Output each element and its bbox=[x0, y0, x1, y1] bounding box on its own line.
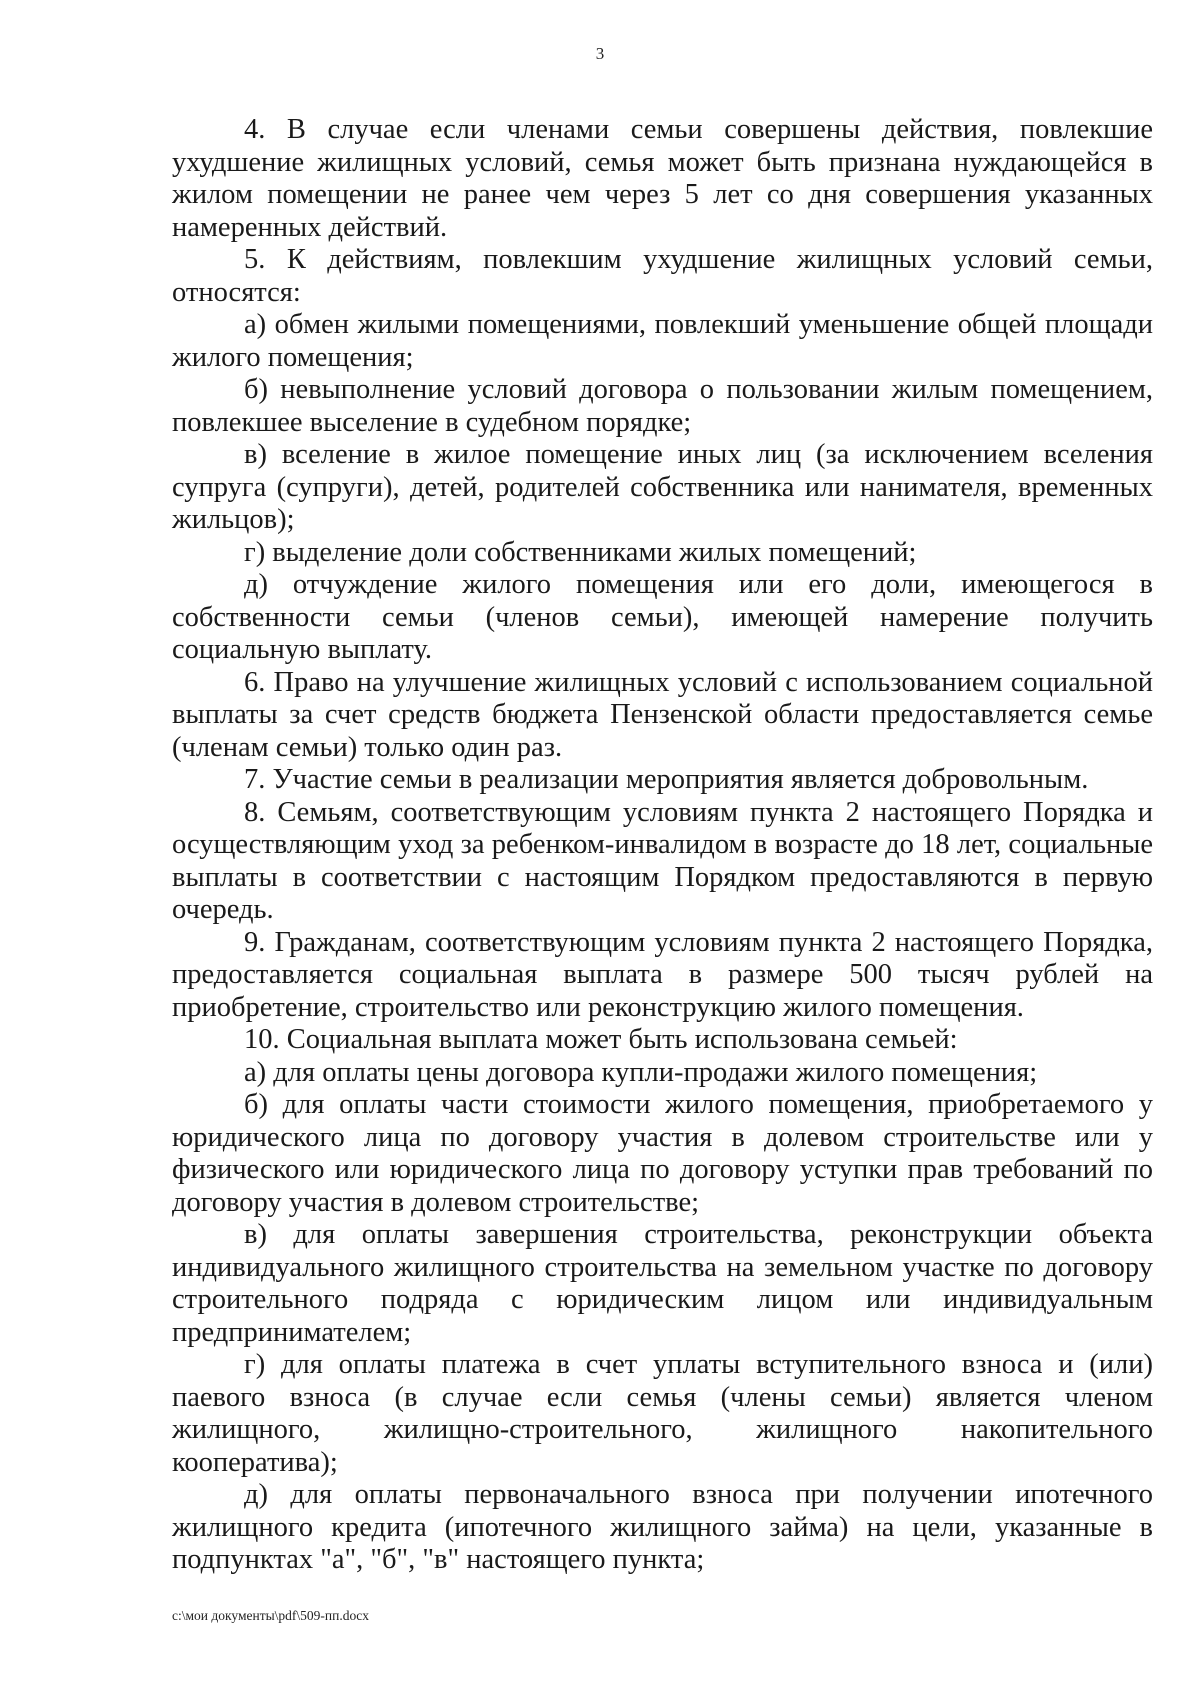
paragraph-8: 8. Семьям, соответствующим условиям пункта 2 настоящего Порядка и осуществляющим уход за ребенком-инвалидом в возрасте до 18 лет, социальные выплаты в соответствии с настоящим Порядком предоставляются в первую очередь. bbox=[172, 796, 1153, 925]
paragraph-10v: в) для оплаты завершения строительства, реконструкции объекта индивидуального жилищного строительства на земельном участке по договору строительного подряда с юридическим лицом или индивидуальным предпринимателем; bbox=[172, 1219, 1153, 1348]
paragraph-5b: б) невыполнение условий договора о пользовании жилым помещением, повлекшее выселение в судебном порядке; bbox=[172, 374, 1153, 438]
paragraph-10g: г) для оплаты платежа в счет уплаты вступительного взноса и (или) паевого взноса (в случае если семья (члены семьи) является членом жилищного, жилищно-строительного, жилищного накопительного кооператива); bbox=[172, 1349, 1153, 1478]
paragraph-10d: д) для оплаты первоначального взноса при получении ипотечного жилищного кредита (ипотечного жилищного займа) на цели, указанные в подпунктах "а", "б", "в" настоящего пункта; bbox=[172, 1479, 1153, 1575]
paragraph-5d: д) отчуждение жилого помещения или его доли, имеющегося в собственности семьи (членов семьи), имеющей намерение получить социальную выплату. bbox=[172, 569, 1153, 665]
paragraph-5v: в) вселение в жилое помещение иных лиц (за исключением вселения супруга (супруги), детей, родителей собственника или нанимателя, временных жильцов); bbox=[172, 439, 1153, 535]
paragraph-4: 4. В случае если членами семьи совершены действия, повлекшие ухудшение жилищных условий, семья может быть признана нуждающейся в жилом помещении не ранее чем через 5 лет со дня совершения указанных намеренных действий. bbox=[172, 114, 1153, 243]
paragraph-6: 6. Право на улучшение жилищных условий с использованием социальной выплаты за счет средств бюджета Пензенской области предоставляется семье (членам семьи) только один раз. bbox=[172, 666, 1153, 763]
page-number: 3 bbox=[595, 44, 605, 63]
paragraph-10a: а) для оплаты цены договора купли-продажи жилого помещения; bbox=[244, 1056, 1038, 1088]
paragraph-7: 7. Участие семьи в реализации мероприятия является добровольным. bbox=[244, 764, 1089, 795]
paragraph-10: 10. Социальная выплата может быть использована семьей: bbox=[244, 1024, 958, 1055]
paragraph-5g: г) выделение доли собственниками жилых помещений; bbox=[244, 536, 917, 568]
paragraph-5: 5. К действиям, повлекшим ухудшение жилищных условий семьи, относятся: bbox=[172, 244, 1153, 308]
footer-file-path: c:\мои документы\pdf\509-пп.docx bbox=[172, 1608, 369, 1623]
paragraph-10b: б) для оплаты части стоимости жилого помещения, приобретаемого у юридического лица по договору участия в долевом строительстве или у физического или юридического лица по договору уступки прав требований по договору участия в долевом строительстве; bbox=[172, 1089, 1153, 1218]
document-body bbox=[172, 114, 1153, 1577]
paragraph-5a: а) обмен жилыми помещениями, повлекший уменьшение общей площади жилого помещения; bbox=[172, 309, 1153, 373]
paragraph-9: 9. Гражданам, соответствующим условиям пункта 2 настоящего Порядка, предоставляется социальная выплата в размере 500 тысяч рублей на приобретение, строительство или реконструкцию жилого помещения. bbox=[172, 926, 1153, 1023]
